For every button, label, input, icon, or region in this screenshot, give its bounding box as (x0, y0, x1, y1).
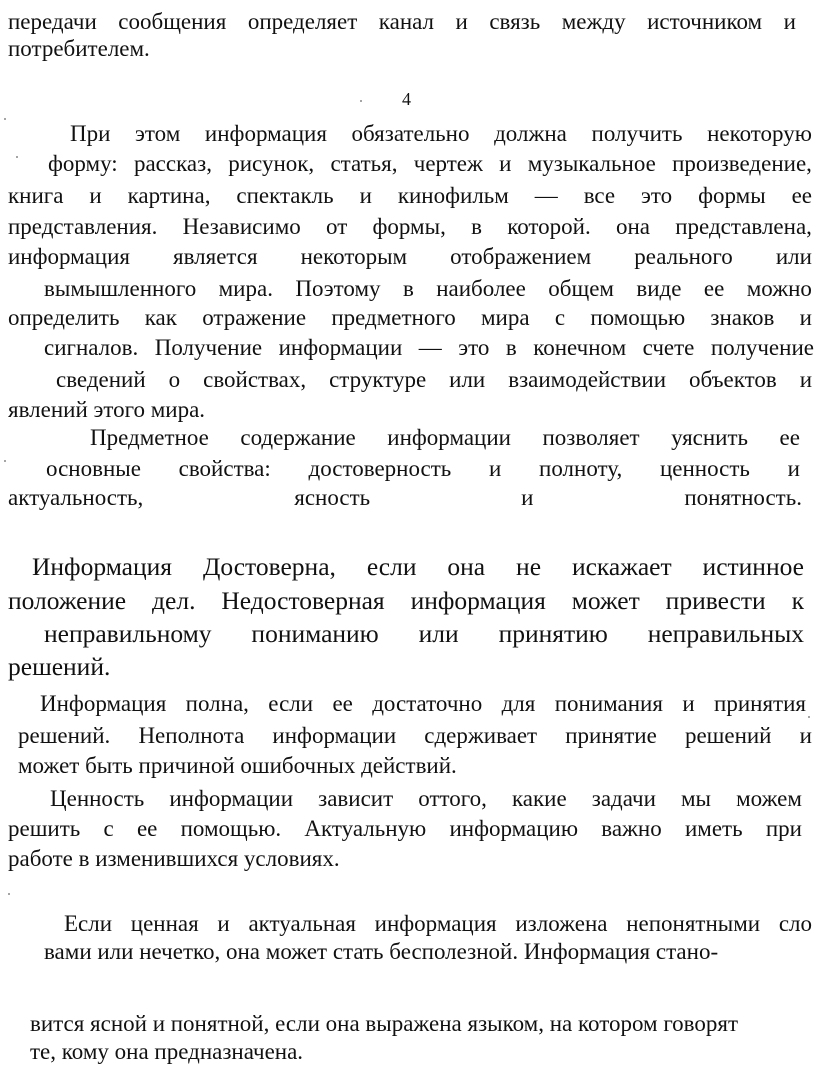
word: сообщения (118, 9, 227, 34)
word: произведение, (672, 151, 812, 176)
text-line (32, 551, 804, 583)
word: ценная (130, 911, 199, 936)
word: определяет (247, 9, 358, 34)
word: связь (489, 9, 541, 34)
word: при (765, 816, 802, 841)
word: это (641, 183, 673, 208)
word: представлена, (675, 214, 812, 239)
word: принятия (714, 691, 806, 716)
word: какие (511, 786, 567, 811)
word: содержание (240, 425, 356, 450)
word: важно (601, 816, 662, 841)
word: представления. (8, 214, 158, 239)
word: неправильному (44, 619, 212, 648)
word: свойства: (178, 456, 271, 481)
word: Предметное (90, 425, 209, 450)
word: и (499, 151, 512, 176)
word: можно (746, 276, 812, 301)
text-line: те, кому она предназначена. (30, 1039, 304, 1064)
text-line: явлений этого мира. (8, 397, 206, 422)
word: все (583, 183, 616, 208)
word: дел. (152, 586, 196, 615)
word: в (471, 214, 482, 239)
word: формы (698, 183, 766, 208)
word: виде (636, 276, 682, 301)
word: информация (8, 244, 130, 269)
word: информации (169, 786, 294, 811)
text-line (8, 8, 796, 36)
word: от (326, 214, 348, 239)
word: полноту, (539, 456, 623, 481)
word: формы, (372, 214, 446, 239)
word: определить (8, 305, 120, 330)
word: понимания (554, 691, 663, 716)
word: ясность (294, 485, 371, 510)
text-line (56, 366, 812, 394)
word: достоверность (308, 456, 452, 481)
word: общем (548, 276, 614, 301)
text-line: работе в изменившихся условиях. (8, 846, 340, 871)
word: сло (778, 911, 812, 936)
word: это (458, 335, 490, 360)
word: информацию (449, 816, 579, 841)
word: отображением (450, 244, 592, 269)
word: основные (46, 456, 141, 481)
word: понятность. (684, 485, 802, 510)
word: не (516, 552, 542, 581)
word: должна (494, 121, 567, 146)
word: оттого, (418, 786, 487, 811)
word: между (561, 9, 626, 34)
text-line (8, 243, 812, 271)
text-line (44, 618, 804, 650)
word: ее (136, 816, 158, 841)
word: объектов (689, 367, 777, 392)
word: Получение (154, 335, 263, 360)
text-line (90, 424, 800, 452)
word: рисунок, (228, 151, 315, 176)
word: этом (135, 121, 181, 146)
word: конечном (533, 335, 627, 360)
text-line (18, 722, 812, 750)
word: статья, (330, 151, 398, 176)
scan-speck (360, 100, 362, 102)
word: Недостоверная (221, 586, 385, 615)
word: достаточно (372, 691, 483, 716)
word: рассказ, (133, 151, 212, 176)
word: истинное (702, 552, 804, 581)
word: актуальная (248, 911, 356, 936)
word: передачи (8, 9, 97, 34)
word: принятие (565, 723, 657, 748)
scan-speck (4, 460, 6, 462)
text-line (44, 275, 812, 303)
word: может (571, 586, 640, 615)
text-line (8, 815, 802, 843)
word: Поэтому (295, 276, 381, 301)
word: информация (410, 586, 546, 615)
word: для (501, 691, 536, 716)
word: предметного (331, 305, 456, 330)
word: она (447, 552, 486, 581)
word: можем (736, 786, 802, 811)
word: вымышленного (44, 276, 197, 301)
text-line (8, 213, 812, 241)
word: задачи (591, 786, 656, 811)
word: Независимо (182, 214, 301, 239)
word: — (418, 335, 442, 360)
word: положение (8, 586, 127, 615)
word: привести (665, 586, 766, 615)
word: с (554, 305, 566, 330)
text-line: вами или нечетко, она может стать бесполезной. Информация стано- (44, 939, 719, 964)
word: мы (681, 786, 712, 811)
word: отражение (202, 305, 307, 330)
word: принятию (498, 619, 608, 648)
word: и (799, 367, 812, 392)
word: Актуальную (304, 816, 427, 841)
word: При (70, 121, 111, 146)
word: как (144, 305, 177, 330)
word: которой. (507, 214, 591, 239)
word: и (359, 183, 372, 208)
word: счете (642, 335, 695, 360)
word: ее (791, 183, 812, 208)
word: канал (378, 9, 435, 34)
text-line (44, 334, 814, 362)
word: информации (387, 425, 511, 450)
word: решить (8, 816, 81, 841)
text-line: может быть причиной ошибочных действий. (18, 753, 457, 778)
word: в (505, 335, 517, 360)
word: картина, (127, 183, 211, 208)
word: в (402, 276, 414, 301)
word: мира. (218, 276, 273, 301)
word: неправильных (647, 619, 804, 648)
word: некоторым (300, 244, 408, 269)
word: и (799, 305, 812, 330)
word: и (217, 911, 230, 936)
word: сведений (56, 367, 146, 392)
word: получить (591, 121, 683, 146)
word: с (103, 816, 114, 841)
word: иметь (684, 816, 743, 841)
word: наиболее (436, 276, 526, 301)
text-line: вится ясной и понятной, если она выражена языком, на котором говорят (30, 1011, 739, 1036)
word: информация (204, 121, 327, 146)
word: и (489, 456, 502, 481)
word: она (615, 214, 650, 239)
word: знаков (710, 305, 775, 330)
word: Если (64, 911, 113, 936)
word: получение (710, 335, 814, 360)
word: ее (779, 425, 800, 450)
word: и (89, 183, 102, 208)
word: или (775, 244, 812, 269)
word: реального (634, 244, 733, 269)
word: уяснить (671, 425, 749, 450)
word: помощью (590, 305, 686, 330)
word: и (521, 485, 534, 510)
word: сигналов. (44, 335, 139, 360)
word: решений. (18, 723, 111, 748)
word: решений (684, 723, 772, 748)
word: непонятными (626, 911, 761, 936)
word: Ценность (50, 786, 145, 811)
word: свойствах, (203, 367, 307, 392)
text-line (40, 690, 806, 718)
word: если (268, 691, 314, 716)
word: и (799, 723, 812, 748)
word: Информация (40, 691, 167, 716)
word: информации (278, 335, 403, 360)
word: информация (374, 911, 497, 936)
word: структуре (329, 367, 427, 392)
word: ценность (659, 456, 750, 481)
scan-speck (8, 893, 10, 895)
scan-speck (16, 156, 18, 158)
text-line (50, 785, 802, 813)
word: Достоверна, (202, 552, 336, 581)
word: Неполнота (138, 723, 245, 748)
text-line: решений. (8, 652, 111, 681)
word: книга (8, 183, 64, 208)
text-line: потребителем. (8, 36, 150, 61)
word: чертеж (413, 151, 483, 176)
scan-speck (808, 716, 810, 718)
word: и (682, 691, 695, 716)
text-line (8, 304, 812, 332)
word: актуальность, (8, 485, 144, 510)
text-line (70, 120, 812, 148)
word: обязательно (351, 121, 470, 146)
word: ее (703, 276, 725, 301)
word: и (455, 9, 468, 34)
word: искажает (571, 552, 672, 581)
word: информации (272, 723, 397, 748)
word: является (173, 244, 258, 269)
word: и (783, 9, 796, 34)
word: о (168, 367, 181, 392)
word: ее (332, 691, 353, 716)
scan-speck (4, 118, 6, 120)
word: кинофильм (397, 183, 509, 208)
word: источником (647, 9, 763, 34)
word: полна, (185, 691, 249, 716)
page-number: 4 (402, 89, 411, 109)
word: к (791, 586, 804, 615)
word: мира (481, 305, 530, 330)
word: позволяет (542, 425, 640, 450)
text-line (8, 484, 802, 512)
word: если (366, 552, 417, 581)
word: помощью. (180, 816, 282, 841)
text-line (48, 150, 812, 178)
word: сдерживает (424, 723, 538, 748)
word: или (449, 367, 486, 392)
word: спектакль (236, 183, 334, 208)
word: пониманию (251, 619, 379, 648)
word: взаимодействии (508, 367, 667, 392)
word: или (418, 619, 459, 648)
word: музыкальное (527, 151, 656, 176)
text-line (8, 182, 812, 210)
word: Информация (32, 552, 173, 581)
word: и (787, 456, 800, 481)
text-line (8, 585, 804, 617)
text-line (46, 455, 800, 483)
word: некоторую (707, 121, 812, 146)
text-line (64, 910, 812, 938)
word: зависит (318, 786, 394, 811)
word: форму: (48, 151, 118, 176)
word: изложена (515, 911, 608, 936)
word: — (534, 183, 558, 208)
